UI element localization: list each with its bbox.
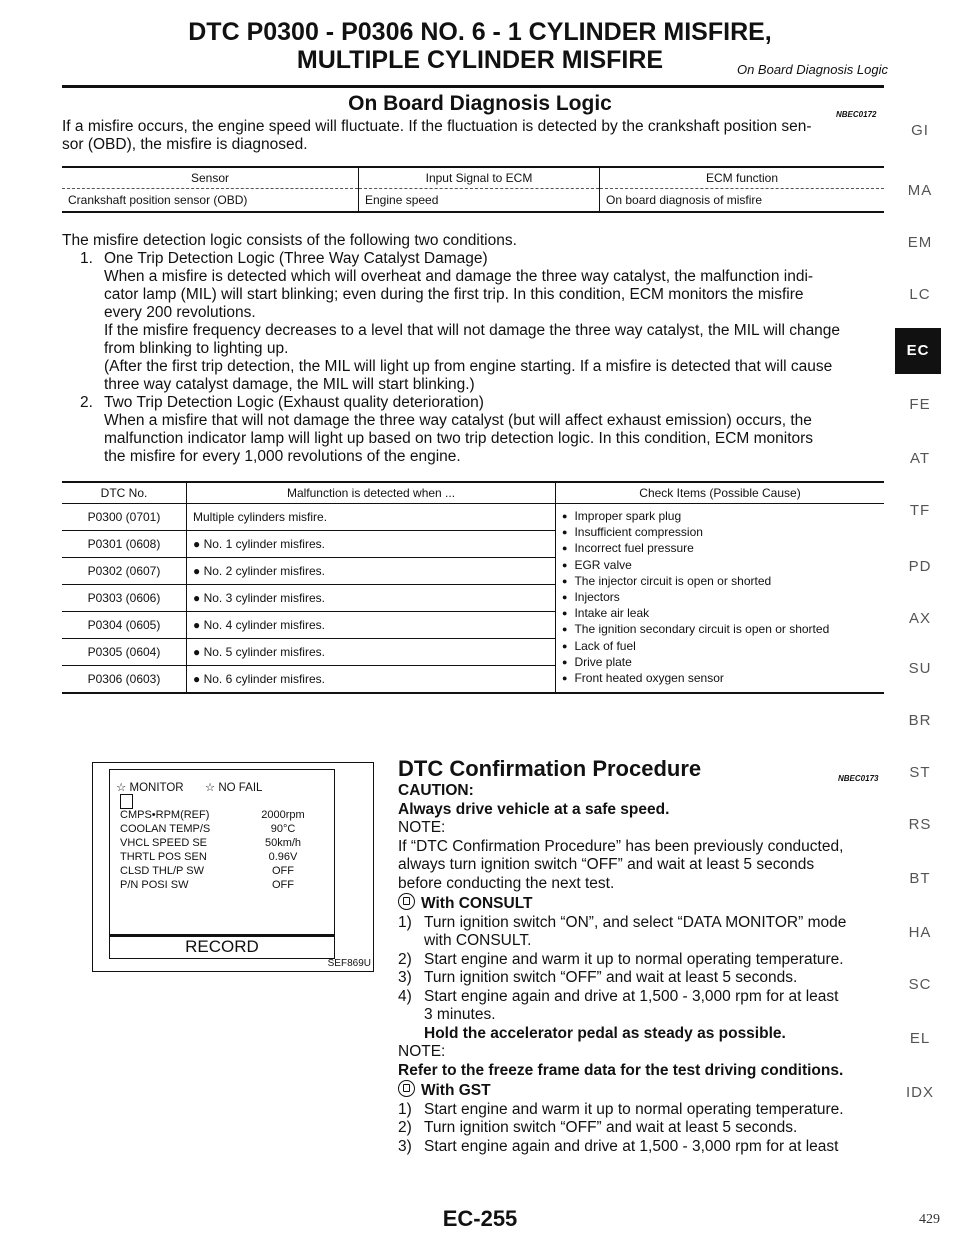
table-header: ECM function [600,167,885,189]
cause-item: ● The injector circuit is open or shorted [562,573,878,589]
step-text: with CONSULT. [424,932,532,949]
cause-item: ● Injectors [562,589,878,605]
text-line: cator lamp (MIL) will start blinking; even during the first trip. In this condition, ECM monitors the misfire [104,286,804,303]
malfunction-text: ● No. 3 cylinder misfires. [187,585,556,612]
section-tab-fe[interactable]: FE [909,396,931,413]
note-text: Refer to the freeze frame data for the test driving conditions. [398,1061,844,1079]
consult-heading-text: With CONSULT [421,895,533,912]
list-item [62,250,892,268]
consult-steps [398,914,898,1044]
possible-causes [556,504,885,694]
dtc-code: P0306 (0603) [62,666,187,694]
consult-tool-icon [398,893,415,910]
monitor-value: 2000rpm [261,809,305,821]
step-number: 2) [398,950,412,968]
monitor-row [120,808,320,822]
consult-heading [398,893,898,914]
caution-label: CAUTION: [398,782,474,799]
note-line: always turn ignition switch “OFF” and wait at least 5 seconds [398,856,815,873]
dtc-code: P0303 (0606) [62,585,187,612]
logic-intro: The misfire detection logic consists of the following two conditions. [62,232,517,249]
text-line: malfunction indicator lamp will light up based on two trip detection logic. In this condition, ECM monitors [104,430,814,447]
section-tab-idx[interactable]: IDX [905,1084,934,1101]
section-tab-lc[interactable]: LC [909,286,931,303]
section-tab-tf[interactable]: TF [909,502,931,519]
step-item [398,1138,898,1157]
gst-tool-icon [398,1080,415,1097]
obd-section-code: NBEC0172 [836,110,877,119]
page-number: 429 [919,1212,940,1227]
step-text: Turn ignition switch “OFF” and wait at least 5 seconds. [424,1119,798,1136]
monitor-item: THRTL POS SEN [120,851,207,863]
monitor-item: COOLAN TEMP/S [120,823,211,835]
text-line: (After the first trip detection, the MIL will light up from engine starting. If a misfire is detected that will cause [104,358,833,375]
cause-item: ● Insufficient compression [562,524,878,540]
step-number: 2) [398,1119,412,1136]
step-number: 1) [398,913,412,931]
cause-item: ● The ignition secondary circuit is open or shorted [562,621,878,637]
dtc-confirmation-section [398,756,898,1156]
malfunction-text: ● No. 2 cylinder misfires. [187,558,556,585]
dtc-code: P0305 (0604) [62,639,187,666]
cause-list [562,508,878,686]
monitor-row [120,878,320,892]
intro-line: If a misfire occurs, the engine speed will fluctuate. If the fluctuation is detected by the crankshaft position sen- [62,118,812,135]
step-item [398,1025,898,1044]
step-text: Start engine again and drive at 1,500 - 3,000 rpm for at least [424,987,839,1005]
step-number: 1) [398,1100,412,1118]
step-item [398,988,898,1007]
table-header: Sensor [62,167,359,189]
malfunction-text: Multiple cylinders misfire. [187,504,556,531]
text-line: the misfire for every 1,000 revolutions of the engine. [104,448,461,465]
list-item [62,394,892,412]
monitor-value: 0.96V [268,851,298,863]
section-tab-st[interactable]: ST [909,764,931,781]
step-number: 3) [398,1137,412,1155]
monitor-label: ☆ MONITOR [116,782,184,794]
record-button: RECORD [109,934,335,959]
cause-item: ● EGR valve [562,557,878,573]
table-header: Input Signal to ECM [359,167,600,189]
gst-heading [398,1080,898,1101]
obd-intro [62,118,890,154]
monitor-value: OFF [272,879,294,891]
malfunction-text: ● No. 5 cylinder misfires. [187,639,556,666]
cause-item: ● Improper spark plug [562,508,878,524]
figure-id: SEF869U [327,958,371,969]
table-header: Malfunction is detected when ... [187,482,556,504]
section-tab-em[interactable]: EM [907,234,933,251]
monitor-value: OFF [272,865,294,877]
section-tab-ax[interactable]: AX [908,610,931,627]
text-line: If the misfire frequency decreases to a level that will not damage the three way catalyst, the MIL will change [104,322,841,339]
monitor-screen [109,769,335,937]
malfunction-text: ● No. 4 cylinder misfires. [187,612,556,639]
step-number: 3) [398,969,412,986]
section-tab-sc[interactable]: SC [908,976,932,993]
step-item [398,969,898,988]
note-label: NOTE: [398,1043,446,1060]
step-text: Turn ignition switch “ON”, and select “DATA MONITOR” mode [424,913,847,931]
running-head: On Board Diagnosis Logic [736,62,888,77]
monitor-row [120,822,320,836]
monitor-rows [120,808,320,892]
logic-description [62,232,892,466]
section-tab-su[interactable]: SU [908,660,932,677]
note-label: NOTE: [398,819,446,836]
item-number: 1. [80,250,93,267]
obd-section-title: On Board Diagnosis Logic [348,92,612,115]
monitor-row [120,850,320,864]
note-line: before conducting the next test. [398,874,615,892]
monitor-row [120,836,320,850]
monitor-value: 50km/h [264,837,302,849]
monitor-value: 90°C [270,823,296,835]
monitor-item: CMPS•RPM(REF) [120,809,210,821]
caution-text: Always drive vehicle at a safe speed. [398,800,670,818]
step-text: Start engine and warm it up to normal operating temperature. [424,1100,844,1118]
dtc-table [62,481,884,694]
intro-line: sor (OBD), the misfire is diagnosed. [62,136,308,153]
text-line: from blinking to lighting up. [104,340,289,357]
page-title-line1: DTC P0300 - P0306 NO. 6 - 1 CYLINDER MISFIRE, [188,18,772,46]
table-cell: Crankshaft position sensor (OBD) [62,189,359,213]
section-tab-ha[interactable]: HA [908,924,932,941]
section-tab-rs[interactable]: RS [908,816,932,833]
monitor-item: P/N POSI SW [120,879,189,891]
gst-heading-text: With GST [421,1082,491,1099]
step-text: Start engine and warm it up to normal operating temperature. [424,950,844,968]
step-number [398,1006,424,1025]
section-tab-br[interactable]: BR [908,712,932,729]
item-title: Two Trip Detection Logic (Exhaust quality deterioration) [104,394,484,411]
step-item [398,914,898,933]
dtc-code: P0304 (0605) [62,612,187,639]
cause-item: ● Lack of fuel [562,638,878,654]
cause-item: ● Front heated oxygen sensor [562,670,878,686]
text-line: three way catalyst damage, the MIL will start blinking.) [104,376,475,393]
monitor-item: CLSD THL/P SW [120,865,204,877]
page-title-line2: MULTIPLE CYLINDER MISFIRE [296,46,664,74]
checkbox-icon [120,794,133,809]
dtc-code: P0300 (0701) [62,504,187,531]
dtc-confirmation-title: DTC Confirmation Procedure [398,756,702,781]
consult-monitor-figure [92,762,374,972]
section-tab-ec[interactable]: EC [895,328,941,374]
step-item [398,951,898,970]
item-number: 2. [80,394,93,411]
section-tab-bt[interactable]: BT [909,870,931,887]
step-item [398,1006,898,1025]
monitor-item: VHCL SPEED SE [120,837,208,849]
section-tab-ma[interactable]: MA [907,182,933,199]
table-row [62,504,884,531]
malfunction-text: ● No. 6 cylinder misfires. [187,666,556,694]
step-number [398,1025,424,1044]
sensor-table [62,166,884,213]
section-tab-gi[interactable]: GI [911,122,929,139]
step-text: Start engine again and drive at 1,500 - 3,000 rpm for at least [424,1137,839,1155]
gst-steps [398,1101,898,1157]
table-cell: Engine speed [359,189,600,213]
text-line: every 200 revolutions. [104,304,256,321]
monitor-header [116,780,332,810]
cause-item: ● Incorrect fuel pressure [562,540,878,556]
note-line: If “DTC Confirmation Procedure” has been previously conducted, [398,837,844,855]
section-tab-at[interactable]: AT [909,450,931,467]
table-header: Check Items (Possible Cause) [556,482,885,504]
table-cell: On board diagnosis of misfire [600,189,885,213]
section-tab-el[interactable]: EL [909,1030,931,1047]
step-number: 4) [398,987,412,1005]
step-item [398,1119,898,1138]
header-rule [62,85,884,88]
item-title: One Trip Detection Logic (Three Way Catalyst Damage) [104,250,488,267]
malfunction-text: ● No. 1 cylinder misfires. [187,531,556,558]
text-line: When a misfire is detected which will overheat and damage the three way catalyst, the malfunction indi- [104,268,814,285]
cause-item: ● Drive plate [562,654,878,670]
step-item [398,1101,898,1120]
step-text: 3 minutes. [424,1006,496,1023]
step-item [398,932,898,951]
page-code: EC-255 [442,1206,518,1231]
monitor-row [120,864,320,878]
nofail-text: ☆ NO FAIL [204,782,263,794]
table-header: DTC No. [62,482,187,504]
dtc-confirmation-code: NBEC0173 [838,774,879,783]
step-emphasis: Hold the accelerator pedal as steady as possible. [424,1024,786,1042]
step-text: Turn ignition switch “OFF” and wait at least 5 seconds. [424,969,798,986]
text-line: When a misfire that will not damage the three way catalyst (but will affect exhaust emission) occurs, the [104,412,812,429]
section-tab-pd[interactable]: PD [908,558,932,575]
step-number [398,932,424,951]
dtc-code: P0302 (0607) [62,558,187,585]
dtc-code: P0301 (0608) [62,531,187,558]
cause-item: ● Intake air leak [562,605,878,621]
